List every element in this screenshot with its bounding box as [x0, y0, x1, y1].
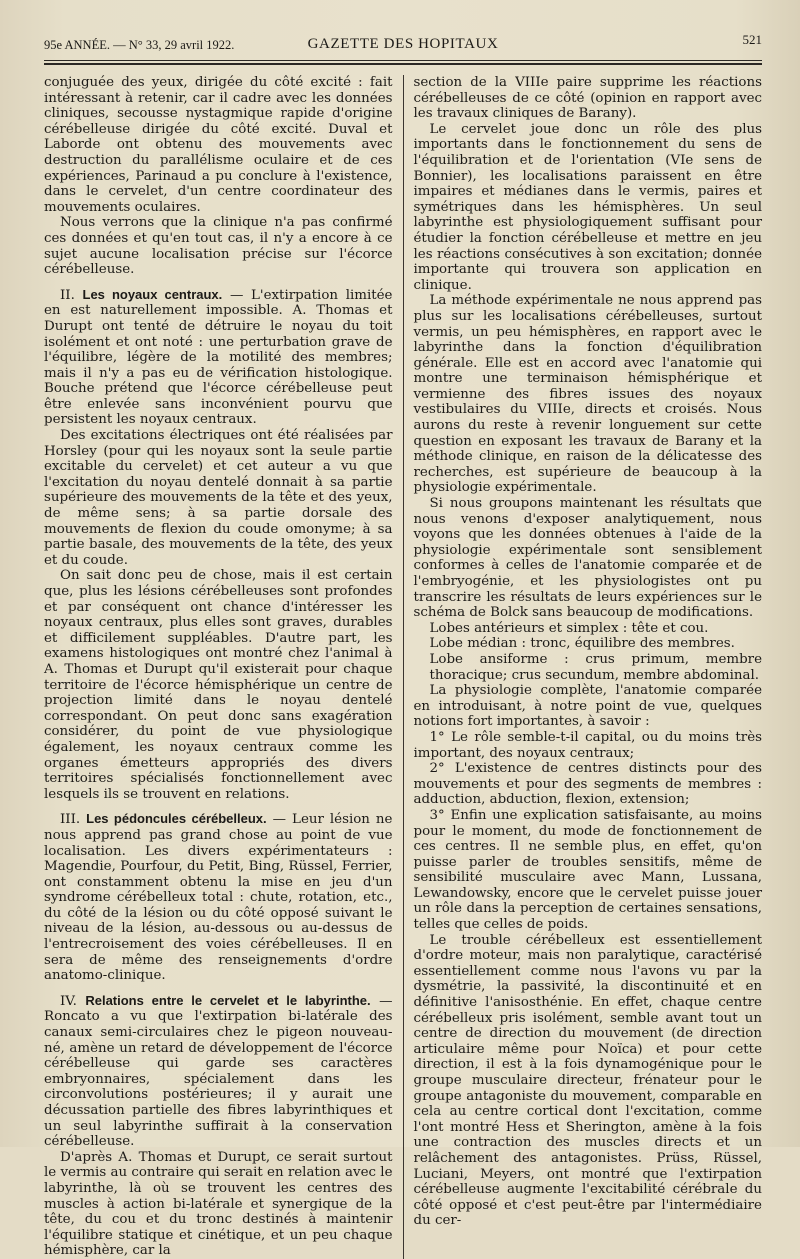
- paragraph: D'après A. Thomas et Durupt, ce serait surtout le vermis au contraire qui serait en relation avec le labyrinthe, là où se trouvent les centres des muscles à action bi-latérale et synergique de la tête, du cou et du tronc destinés à maintenir l'équilibre statique et cinétique, et un peu chaque hémisphère, car la: [44, 1149, 393, 1259]
- header-rule: [44, 60, 762, 61]
- paragraph: Le trouble cérébelleux est essentiellement d'ordre moteur, mais non paralytique, caractérisé essentiellement comme nous l'avons vu par la dysmétrie, la passivité, la discontinuité et en définitive l'anisosthénie. En effet, chaque centre cérébelleux pris isolément, semble avant tout un centre de direction du mouvement (de direction articulaire même pour Noïca) et pour cette direction, il est à la fois dynamogénique pour le groupe musculaire directeur, frénateur pour le groupe antagoniste du mouvement, comparable en cela au centre cortical dont l'excitation, comme l'ont montré Hess et Sherington, amène à la fois une contraction des muscles directs et un relâchement des antagonistes. Prüss, Rüssel, Luciani, Meyers, ont montré que l'extirpation cérébelleuse augmente l'excitabilité cérébrale du côté opposé et c'est peut-être par l'intermédiaire du cer-: [413, 932, 762, 1229]
- paragraph: Le cervelet joue donc un rôle des plus importants dans le fonctionnement du sens de l'équilibration et de l'orientation (VIe sens de Bonnier), les localisations paraissent en être impaires et médianes dans le vermis, paires et symétriques dans les hémisphères. Un seul labyrinthe est physiologiquement suffisant pour étudier la fonction cérébelleuse et mettre en jeu les réactions consécutives à son excitation; donnée importante qui trouvera son application en clinique.: [413, 121, 762, 293]
- section-text: — L'extirpation limitée en est naturellement impossible. A. Thomas et Durupt ont tenté de détruire le noyau du toit isolément et ont noté : une perturbation grave de l'équilibre, légère de la motilité des membres; mais il n'y a pas eu de vérification histologique. Bouche prétend que l'écorce cérébelleuse peut être enlevée sans inconvénient pourvu que persistent les noyaux centraux.: [44, 287, 393, 428]
- header-rule-thick: [44, 63, 762, 65]
- journal-title: GAZETTE DES HOPITAUX: [307, 36, 499, 52]
- right-column: [404, 75, 763, 1259]
- section-text: — Leur lésion ne nous apprend pas grand chose au point de vue localisation. Les divers expérimentateurs : Magendie, Pourfour, du Petit, Bing, Rüssel, Ferrier, ont constamment obtenu la mise en jeu d'un syndrome cérébelleux total : chute, rotation, etc., du côté de la lésion ou du côté opposé suivant le niveau de la lésion, au-dessous ou au-dessus de l'entrecroisement des voies cérébelleuses. Il en sera de même des renseignements d'ordre anatomo-clinique.: [44, 812, 393, 984]
- paragraph: Si nous groupons maintenant les résultats que nous venons d'exposer analytiquement, nous voyons que les données obtenues à l'aide de la physiologie expérimentale sont sensiblement conformes à celles de l'anatomie comparée et de l'embryogénie, et les physiologistes ont pu transcrire les résultats de leurs expériences sur le schéma de Bolck sans beaucoup de modifications.: [413, 496, 762, 621]
- paragraph: Nous verrons que la clinique n'a pas confirmé ces données et qu'en tout cas, il n'y a encore à ce sujet aucune localisation précise sur l'écorce cérébelleuse.: [44, 215, 393, 278]
- paragraph: conjuguée des yeux, dirigée du côté excité : fait intéressant à retenir, car il cadre avec les données cliniques, secousse nystagmique rapide d'origine cérébelleuse dirigée du côté excité. Duval et Laborde ont obtenu des mouvements avec destruction du parallélisme oculaire et de ces expériences, Parinaud a pu conclure à l'existence, dans le cervelet, d'un centre coordinateur des mouvements oculaires.: [44, 75, 393, 215]
- section-heading: Relations entre le cervelet et le labyrinthe.: [85, 992, 371, 1008]
- section-heading: Les noyaux centraux.: [82, 286, 223, 302]
- page-number: 521: [742, 32, 762, 47]
- section-number: II.: [60, 287, 75, 303]
- lobe-list-item: Lobe médian : tronc, équilibre des membres.: [429, 636, 735, 652]
- paragraph: section de la VIIIe paire supprime les réactions cérébelleuses de ce côté (opinion en rapport avec les travaux cliniques de Barany).: [413, 75, 762, 122]
- paragraph: La méthode expérimentale ne nous apprend pas plus sur les localisations cérébelleuses, surtout vermis, un peu hémisphères, en rapport avec le labyrinthe dans la fonction d'équilibration générale. Elle est en accord avec l'anatomie qui montre une terminaison hémisphérique et vermienne des fibres issues des noyaux vestibulaires du VIIIe, directs et croisés. Nous aurons du reste à revenir longuement sur cette question en exposant les travaux de Barany et la méthode clinique, en raison de la délicatesse des recherches, est supérieure de beaucoup à la physiologie expérimentale.: [413, 293, 762, 496]
- numbered-point: 2° L'existence de centres distincts pour des mouvements et pour des segments de membres : adduction, abduction, flexion, extension;: [413, 761, 762, 808]
- paragraph: La physiologie complète, l'anatomie comparée en introduisant, à notre point de vue, quelques notions fort importantes, à savoir :: [413, 683, 762, 730]
- lobe-list-item: Lobes antérieurs et simplex : tête et cou.: [429, 620, 709, 636]
- section-number: IV.: [60, 993, 77, 1009]
- paragraph: On sait donc peu de chose, mais il est certain que, plus les lésions cérébelleuses sont profondes et par conséquent ont chance d'intéresser les noyaux centraux, plus elles sont graves, durables et difficilement suppléables. D'autre part, les examens histologiques ont montré chez l'animal à A. Thomas et Durupt qu'il existerait pour chaque territoire de l'écorce hémisphérique un centre de projection limité dans le noyau dentelé correspondant. On peut donc sans exagération considérer, du point de vue physiologique également, les noyaux centraux comme les organes émetteurs appropriés des divers territoires spécialisés fonctionnellement avec lesquels ils se trouvent en relations.: [44, 568, 393, 802]
- section-pedoncules: [44, 811, 393, 984]
- page-header: [44, 32, 762, 58]
- issue-info: 95e ANNÉE. — N° 33, 29 avril 1922.: [44, 38, 235, 52]
- section-noyaux-centraux: [44, 287, 393, 428]
- numbered-point: 3° Enfin une explication satisfaisante, au moins pour le moment, du mode de fonctionnement de ces centres. Il ne semble plus, en effet, qu'on puisse parler de troubles sensitifs, même de sensibilité musculaire avec Mann, Lussana, Lewandowsky, encore que le cervelet puisse jouer un rôle dans la perception de certaines sensations, telles que celles de poids.: [413, 807, 762, 933]
- lobe-list-item: Lobe ansiforme : crus primum, membre thoracique; crus secundum, membre abdominal.: [429, 651, 762, 683]
- paragraph: Des excitations électriques ont été réalisées par Horsley (pour qui les noyaux sont la seule partie excitable du cervelet) et cet auteur a vu que l'excitation du noyau dentelé donnait à sa partie supérieure des mouvements de la tête et des yeux, de même sens; à sa partie dorsale des mouvements de flexion du coude omonyme; à sa partie basale, des mouvements de la tête, des yeux et du coude.: [44, 428, 393, 568]
- numbered-point: 1° Le rôle semble-t-il capital, ou du moins très important, des noyaux centraux;: [413, 729, 762, 761]
- section-heading: Les pédoncules cérébelleux.: [86, 811, 267, 827]
- article-columns: [44, 75, 762, 1259]
- section-text: — Roncato a vu que l'extirpation bi-latérale des canaux semi-circulaires chez le pigeon nouveau-né, amène un retard de développement de l'écorce cérébelleuse qui garde ses caractères embryonnaires, spécialement dans les circonvolutions postérieures; il y aurait une décussation partielle des fibres labyrinthiques et un seul labyrinthe suffirait à la conservation cérébelleuse.: [44, 993, 393, 1150]
- left-column: [44, 75, 403, 1259]
- section-labyrinthe: [44, 993, 393, 1150]
- section-number: III.: [60, 812, 81, 828]
